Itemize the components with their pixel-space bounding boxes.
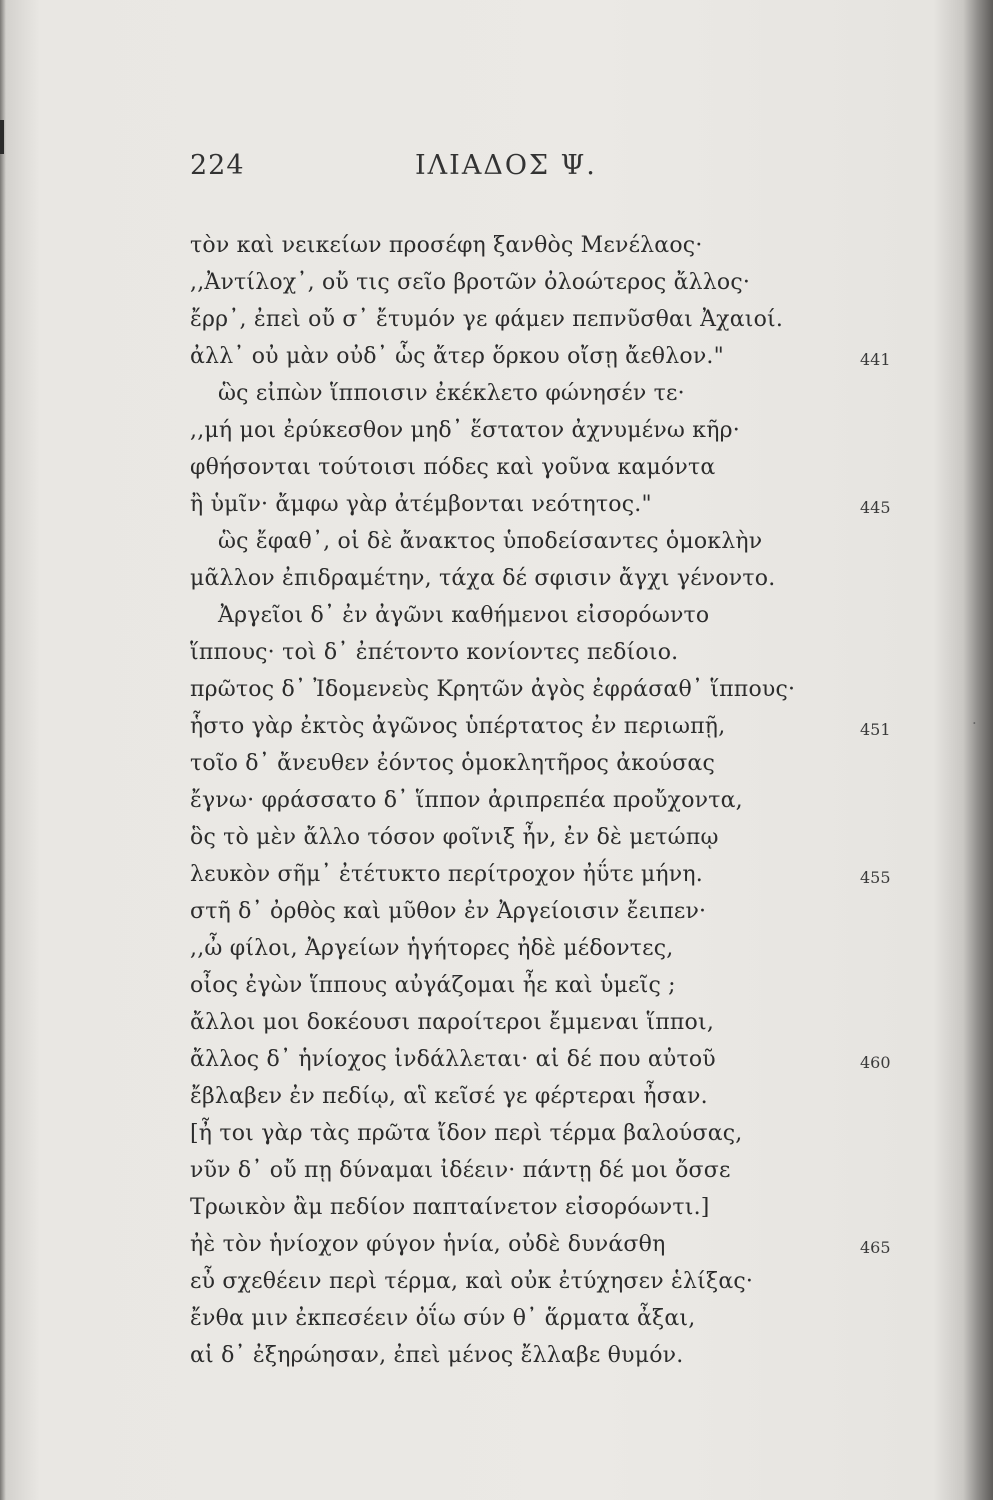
verse-line: εὖ σχεθέειν περὶ τέρμα, καὶ οὐκ ἐτύχησεν ἑλίξας· [190,1269,754,1294]
verse-line: αἱ δ᾽ ἐξηρώησαν, ἐπεὶ μένος ἔλλαβε θυμόν. [190,1343,684,1368]
margin-mark: · [972,714,977,732]
verse-line: ,,Ἀντίλοχ᾽, οὔ τις σεῖο βροτῶν ὀλοώτερος ἄλλος· [190,270,751,295]
verse-line: ἠὲ τὸν ἡνίοχον φύγον ἡνία, οὐδὲ δυνάσθη [190,1232,666,1257]
verse-line: ὣς ἔφαθ᾽, οἱ δὲ ἄνακτος ὑποδείσαντες ὁμοκλὴν [218,529,763,554]
verse-line: ἔγνω· φράσσατο δ᾽ ἵππον ἀριπρεπέα προὔχοντα, [190,788,743,813]
verse-line: ,,ὦ φίλοι, Ἀργείων ἡγήτορες ἠδὲ μέδοντες, [190,936,674,961]
verse-line: ὣς εἰπὼν ἵπποισιν ἐκέκλετο φώνησέν τε· [218,381,685,406]
verse-line: ἔνθα μιν ἐκπεσέειν ὀΐω σύν θ᾽ ἅρματα ἆξαι, [190,1306,696,1331]
line-number: 451 [860,720,891,739]
verse-line: ἢ ὑμῖν· ἄμφω γὰρ ἀτέμβονται νεότητος." [190,492,652,517]
verse-line: ἵππους· τοὶ δ᾽ ἐπέτοντο κονίοντες πεδίοιο. [190,640,679,665]
margin-tick [0,120,4,154]
verse-line: νῦν δ᾽ οὔ πῃ δύναμαι ἰδέειν· πάντῃ δέ μοι ὄσσε [190,1158,731,1183]
page-edge-shadow [0,0,6,1500]
running-head: ΙΛΙΑΔΟΣ Ψ. [415,150,597,181]
verse-line: Τρωικὸν ἂμ πεδίον παπταίνετον εἰσορόωντι.] [190,1195,710,1220]
line-number: 465 [860,1238,891,1257]
verse-line: στῆ δ᾽ ὀρθὸς καὶ μῦθον ἐν Ἀργείοισιν ἔειπεν· [190,899,707,924]
verse-line: ἀλλ᾽ οὐ μὰν οὐδ᾽ ὧς ἄτερ ὅρκου οἴσῃ ἄεθλον." [190,344,724,369]
verse-line: ,,μή μοι ἐρύκεσθον μηδ᾽ ἕστατον ἀχνυμένω κῆρ· [190,418,740,443]
verse-line: τοῖο δ᾽ ἄνευθεν ἐόντος ὁμοκλητῆρος ἀκούσας [190,751,716,776]
verse-line: λευκὸν σῆμ᾽ ἐτέτυκτο περίτροχον ἠΰτε μήνη. [190,862,703,887]
page-number: 224 [190,150,245,181]
verse-line: φθήσονται τούτοισι πόδες καὶ γοῦνα καμόντα [190,455,716,480]
page-header [190,150,750,194]
verse-line: ἄλλος δ᾽ ἡνίοχος ἰνδάλλεται· αἱ δέ που αὐτοῦ [190,1047,716,1072]
line-number: 445 [860,498,891,517]
verse-line: Ἀργεῖοι δ᾽ ἐν ἀγῶνι καθήμενοι εἰσορόωντο [218,603,710,628]
verse-line: ἔβλαβεν ἐν πεδίῳ, αἳ κεῖσέ γε φέρτεραι ἦσαν. [190,1084,708,1109]
verse-line: οἶος ἐγὼν ἵππους αὐγάζομαι ἦε καὶ ὑμεῖς ; [190,973,676,998]
line-number: 455 [860,868,891,887]
verse-line: ὃς τὸ μὲν ἄλλο τόσον φοῖνιξ ἦν, ἐν δὲ μετώπῳ [190,825,719,850]
verse-line: ἔρρ᾽, ἐπεὶ οὔ σ᾽ ἔτυμόν γε φάμεν πεπνῦσθαι Ἀχαιοί. [190,307,784,332]
verse-line: τὸν καὶ νεικείων προσέφη ξανθὸς Μενέλαος· [190,233,703,258]
verse-line: πρῶτος δ᾽ Ἰδομενεὺς Κρητῶν ἀγὸς ἐφράσαθ᾽ ἵππους· [190,677,796,702]
verse-line: ἧστο γὰρ ἐκτὸς ἀγῶνος ὑπέρτατος ἐν περιωπῇ, [190,714,726,739]
verse-line: [ἦ τοι γὰρ τὰς πρῶτα ἴδον περὶ τέρμα βαλούσας, [190,1121,743,1146]
line-number: 441 [860,350,891,369]
line-number: 460 [860,1053,891,1072]
verse-line: μᾶλλον ἐπιδραμέτην, τάχα δέ σφισιν ἄγχι γένοντο. [190,566,776,591]
verse-line: ἄλλοι μοι δοκέουσι παροίτεροι ἔμμεναι ἵπποι, [190,1010,715,1035]
